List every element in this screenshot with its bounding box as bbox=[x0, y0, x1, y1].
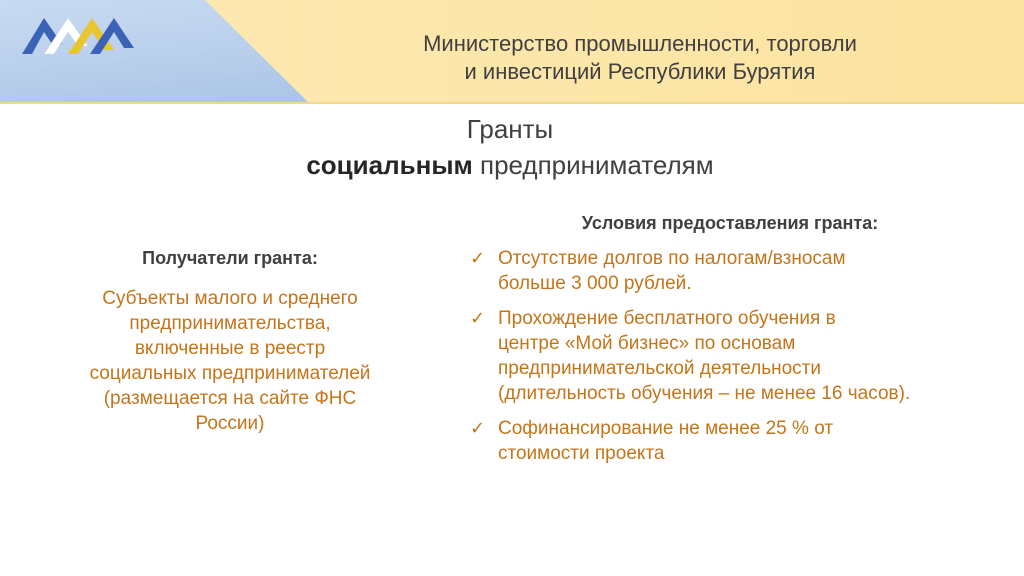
recipients-heading: Получатели гранта: bbox=[142, 248, 318, 268]
title-line1: Гранты bbox=[466, 114, 554, 144]
condition-line: больше 3 000 рублей. bbox=[498, 273, 692, 294]
recipients-line: включенные в реестр bbox=[134, 338, 326, 359]
check-icon: ✓ bbox=[470, 248, 486, 268]
conditions-heading: Условия предоставления гранта: bbox=[581, 213, 879, 233]
recipients-line: социальных предпринимателей bbox=[89, 363, 371, 384]
ministry-logo bbox=[22, 14, 134, 60]
condition-line: центре «Мой бизнес» по основам bbox=[498, 333, 796, 354]
condition-line: Отсутствие долгов по налогам/взносам bbox=[498, 248, 846, 269]
check-icon: ✓ bbox=[470, 418, 486, 438]
title-bold-word: социальным bbox=[306, 150, 473, 180]
condition-line: Софинансирование не менее 25 % от bbox=[498, 418, 834, 439]
recipients-text bbox=[30, 286, 430, 436]
ministry-name-line1: Министерство промышленности, торговли bbox=[423, 31, 857, 56]
recipients-line: России) bbox=[195, 413, 265, 434]
conditions-list bbox=[468, 246, 1008, 476]
recipients-line: предпринимательства, bbox=[129, 313, 331, 334]
recipients-line: Субъекты малого и среднего bbox=[102, 288, 358, 309]
title-rest: предпринимателям bbox=[472, 150, 714, 180]
condition-line: Прохождение бесплатного обучения в bbox=[498, 308, 836, 329]
condition-item bbox=[468, 416, 1008, 466]
condition-line: стоимости проекта bbox=[498, 443, 665, 464]
condition-line: предпринимательской деятельности bbox=[498, 358, 821, 379]
recipients-line: (размещается на сайте ФНС bbox=[103, 388, 357, 409]
ministry-name-line2: и инвестиций Республики Бурятия bbox=[464, 59, 816, 84]
condition-item bbox=[468, 246, 1008, 296]
title-line2 bbox=[200, 148, 820, 182]
check-icon: ✓ bbox=[470, 308, 486, 328]
ministry-name bbox=[300, 30, 980, 86]
condition-line: (длительность обучения – не менее 16 часов). bbox=[498, 383, 911, 404]
condition-item bbox=[468, 306, 1008, 406]
